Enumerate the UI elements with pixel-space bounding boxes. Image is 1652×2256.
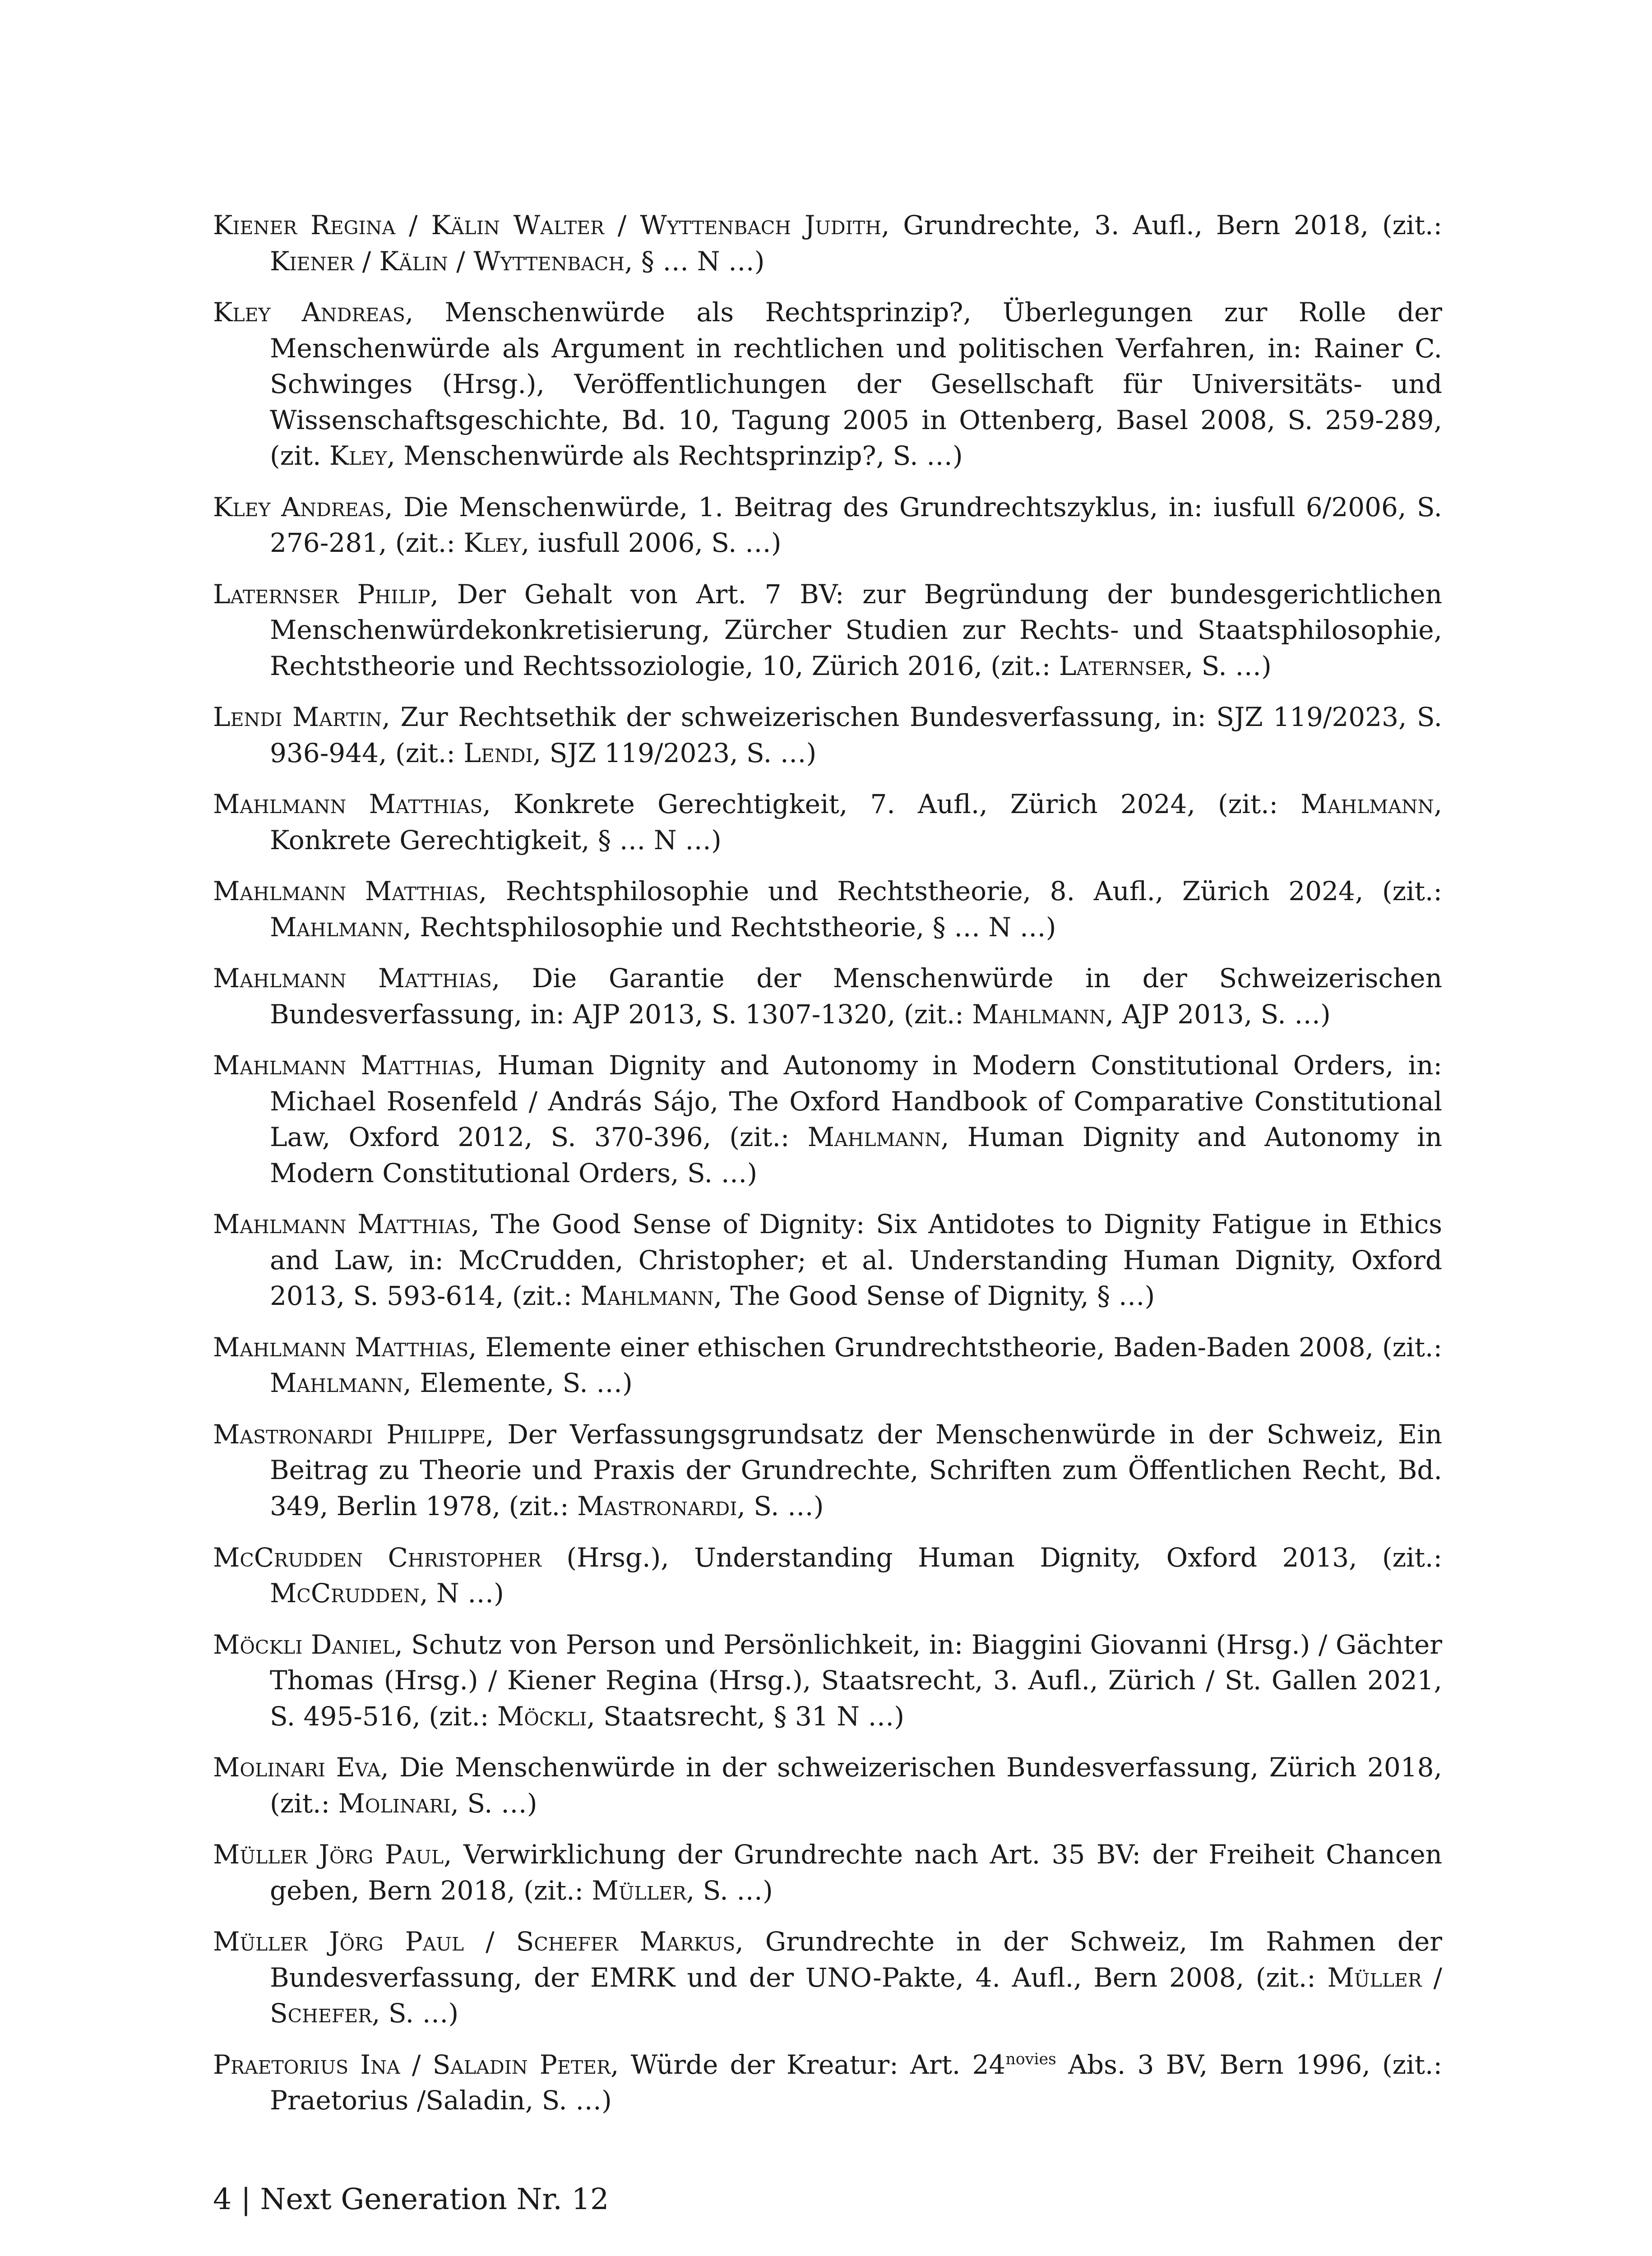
bibliography-entry: [213, 1924, 1442, 2032]
entry-after: , Human Dignity and Autonomy in Modern Constitutional Orders, S. …): [270, 1122, 1442, 1188]
superscript: novies: [1005, 2050, 1056, 2068]
entry-citation: Mastronardi: [577, 1490, 737, 1521]
entry-text-after: Abs. 3 BV, Bern 1996, (zit.: Praetorius /Saladin, S. …): [270, 2049, 1442, 2116]
entry-after: , SJZ 119/2023, S. …): [532, 737, 817, 768]
bibliography-entry: [213, 1750, 1442, 1821]
entry-author: Mahlmann Matthias: [213, 963, 492, 994]
entry-after: , Staatsrecht, § 31 N …): [587, 1701, 905, 1732]
entry-citation: Laternser: [1059, 650, 1185, 681]
entry-author: Müller Jörg Paul / Schefer Markus: [213, 1926, 736, 1957]
entry-citation: Kiener / Kälin / Wyttenbach: [270, 245, 625, 277]
entry-citation: Möckli: [497, 1701, 587, 1732]
entry-citation: Mahlmann: [807, 1122, 941, 1153]
entry-author: Mahlmann Matthias: [213, 1209, 472, 1240]
entry-after: , Rechtsphilosophie und Rechtstheorie, § … N …): [403, 911, 1056, 943]
bibliography-entry: [213, 577, 1442, 684]
entry-text: , Grundrechte, 3. Aufl., Bern 2018, (zit.:: [881, 210, 1442, 240]
bibliography-entry: [213, 295, 1442, 474]
entry-citation: Molinari: [338, 1788, 451, 1819]
entry-after: , AJP 2013, S. …): [1105, 999, 1331, 1030]
entry-citation: McCrudden: [270, 1578, 420, 1609]
entry-after: , Menschenwürde als Rechtsprinzip?, S. …): [387, 440, 963, 472]
entry-after: , Elemente, S. …): [403, 1368, 633, 1399]
entry-text: , Grundrechte in der Schweiz, Im Rahmen der Bundesverfassung, der EMRK und der UNO-Pakte, 4. Aufl., Bern 2008, (zit.:: [270, 1926, 1443, 1993]
entry-citation: Mahlmann: [270, 911, 403, 943]
bibliography-entry-last: [213, 2047, 1442, 2119]
entry-author: Kley Andreas: [213, 491, 385, 522]
entry-citation: Kley: [463, 527, 521, 559]
entry-author: Molinari Eva: [213, 1752, 381, 1783]
bibliography-entry: [213, 490, 1442, 561]
entry-text: , Konkrete Gerechtigkeit, 7. Aufl., Zürich 2024, (zit.:: [482, 789, 1301, 820]
entry-author: Lendi Martin: [213, 702, 382, 733]
entry-after: , The Good Sense of Dignity, § …): [713, 1281, 1155, 1312]
bibliography-entry: [213, 1417, 1442, 1525]
entry-after: , Konkrete Gerechtigkeit, § … N …): [270, 789, 1442, 855]
bibliography-entry: [213, 699, 1442, 771]
entry-text: , The Good Sense of Dignity: Six Antidotes to Dignity Fatigue in Ethics and Law, in: McCrudden, Christopher; et al. Understanding Human Dignity, Oxford 2013, S. 593-614, (zit.:: [270, 1209, 1442, 1312]
entry-citation: Mahlmann: [580, 1281, 714, 1312]
entry-text: , Würde der Kreatur: Art. 24: [610, 2049, 1006, 2080]
entry-citation: Müller: [592, 1875, 686, 1906]
entry-text: , Der Gehalt von Art. 7 BV: zur Begründung der bundesgerichtlichen Menschenwürdekonkretisierung, Zürcher Studien zur Rechts- und Staatsphilosophie, Rechtstheorie und Rechtssoziologie, 10, Zürich 2016, (zit.:: [270, 578, 1442, 681]
entry-text: , Die Garantie der Menschenwürde in der Schweizerischen Bundesverfassung, in: AJP 2013, S. 1307-1320, (zit.:: [270, 963, 1442, 1030]
entry-text: , Elemente einer ethischen Grundrechtstheorie, Baden-Baden 2008, (zit.:: [468, 1331, 1442, 1363]
entry-text: , Der Verfassungsgrundsatz der Menschenwürde in der Schweiz, Ein Beitrag zu Theorie und Praxis der Grundrechte, Schriften zum Öffentlichen Recht, Bd. 349, Berlin 1978, (zit.:: [270, 1419, 1443, 1521]
entry-author: Mastronardi Philippe: [213, 1419, 486, 1450]
entry-author: Mahlmann Matthias: [213, 876, 479, 907]
entry-citation: Mahlmann: [270, 1368, 403, 1399]
entry-text: , Zur Rechtsethik der schweizerischen Bundesverfassung, in: SJZ 119/2023, S. 936-944, (zit.:: [270, 702, 1443, 768]
entry-after: , S. …): [1185, 650, 1272, 681]
entry-text: , Die Menschenwürde in der schweizerischen Bundesverfassung, Zürich 2018, (zit.:: [270, 1752, 1442, 1819]
entry-citation: Müller / Schefer: [270, 1962, 1442, 2029]
entry-after: , S. …): [686, 1875, 773, 1906]
entry-author: Praetorius Ina / Saladin Peter: [213, 2049, 611, 2080]
bibliography-entry: [213, 1627, 1442, 1735]
entry-text: , Rechtsphilosophie und Rechtstheorie, 8. Aufl., Zürich 2024, (zit.:: [478, 876, 1442, 907]
entry-text: , Human Dignity and Autonomy in Modern Constitutional Orders, in: Michael Rosenfeld / András Sájo, The Oxford Handbook of Comparative Constitutional Law, Oxford 2012, S. 370-396, (zit.:: [270, 1050, 1442, 1153]
bibliography-entry: [213, 1330, 1442, 1401]
entry-text: , Verwirklichung der Grundrechte nach Art. 35 BV: der Freiheit Chancen geben, Bern 2018, (zit.:: [270, 1839, 1442, 1906]
entry-author: Möckli Daniel: [213, 1629, 395, 1660]
bibliography-entry: [213, 874, 1442, 945]
bibliography-entry: [213, 1837, 1442, 1909]
page-footer: 4 | Next Generation Nr. 12: [213, 2182, 609, 2216]
bibliography-entry: [213, 961, 1442, 1032]
entry-author: Müller Jörg Paul: [213, 1839, 444, 1870]
entry-author: Kiener Regina / Kälin Walter / Wyttenbach Judith: [213, 210, 881, 240]
entry-citation: Kley: [329, 440, 387, 472]
bibliography-entry: [213, 1540, 1442, 1612]
entry-after: , iusfull 2006, S. …): [521, 527, 782, 559]
entry-author: Mahlmann Matthias: [213, 1331, 469, 1363]
entry-author: Laternser Philip: [213, 578, 430, 610]
entry-after: , S. …): [737, 1490, 824, 1521]
bibliography-entry: [213, 208, 1442, 279]
entry-author: Mahlmann Matthias: [213, 1050, 475, 1081]
entry-after: , N …): [420, 1578, 504, 1609]
entry-citation: Mahlmann: [972, 999, 1106, 1030]
bibliography-entry: [213, 1207, 1442, 1314]
bibliography-list: [213, 208, 1442, 2134]
entry-text: , Schutz von Person und Persönlichkeit, in: Biaggini Giovanni (Hrsg.) / Gächter Thomas (Hrsg.) / Kiener Regina (Hrsg.), Staatsrecht, 3. Aufl., Zürich / St. Gallen 2021, S. 495-516, (zit.:: [270, 1629, 1442, 1732]
bibliography-entry: [213, 786, 1442, 858]
entry-after: , § … N …): [625, 245, 765, 277]
entry-author: McCrudden Christopher: [213, 1542, 541, 1573]
entry-author: Kley Andreas: [213, 297, 405, 328]
entry-after: , S. …): [372, 1998, 459, 2029]
entry-text: (Hrsg.), Understanding Human Dignity, Oxford 2013, (zit.:: [541, 1542, 1442, 1573]
entry-author: Mahlmann Matthias: [213, 789, 483, 820]
entry-text: , Die Menschenwürde, 1. Beitrag des Grundrechtszyklus, in: iusfull 6/2006, S. 276-281, (zit.:: [270, 491, 1442, 559]
entry-after: , S. …): [450, 1788, 537, 1819]
entry-text: , Menschenwürde als Rechtsprinzip?, Überlegungen zur Rolle der Menschenwürde als Argument in rechtlichen und politischen Verfahren, in: Rainer C. Schwinges (Hrsg.), Veröffentlichungen der Gesellschaft für Universitäts- und Wissenschaftsgeschichte, Bd. 10, Tagung 2005 in Ottenberg, Basel 2008, S. 259-289, (zit.: [270, 297, 1442, 472]
bibliography-entry: [213, 1048, 1442, 1191]
entry-citation: Mahlmann: [1300, 789, 1434, 820]
entry-citation: Lendi: [463, 737, 533, 768]
